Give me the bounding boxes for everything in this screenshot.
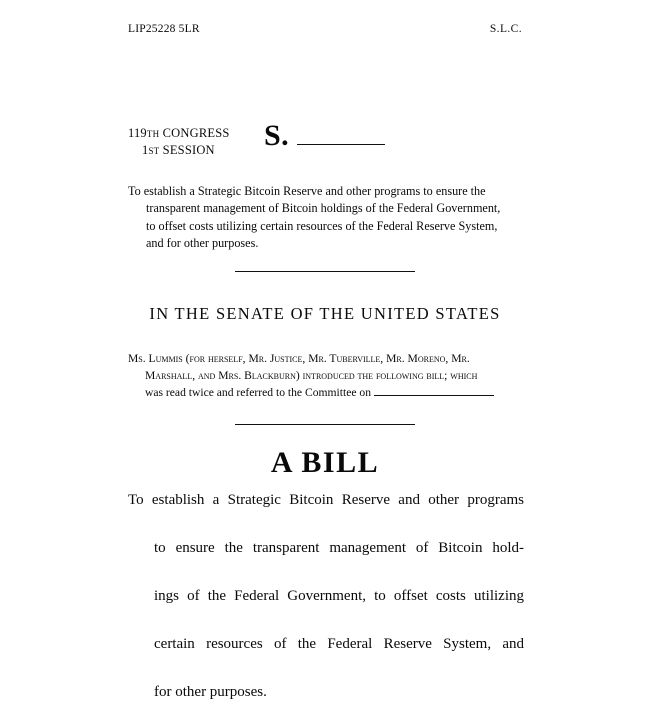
sponsor-paragraph xyxy=(128,351,524,401)
horizontal-rule-top xyxy=(235,271,415,272)
purpose-statement xyxy=(128,183,524,252)
purpose-line-1: To establish a Strategic Bitcoin Reserve and other programs to ensure the xyxy=(128,184,486,198)
horizontal-rule-bottom xyxy=(235,424,415,425)
sponsor-line-2: Marshall, and Mrs. Blackburn) introduced the following bill; which xyxy=(145,368,478,382)
bill-heading: A BILL xyxy=(270,446,380,479)
bill-letter: S. xyxy=(264,119,290,152)
purpose-line-3: to offset costs utilizing certain resources of the Federal Reserve System, xyxy=(146,218,498,233)
congress-session-block xyxy=(128,121,548,159)
long-title-line-4: certain resources of the Federal Reserve System, and xyxy=(154,636,524,652)
sponsor-line-3-text: was read twice and referred to the Committee on xyxy=(145,385,371,399)
long-title-line-2: to ensure the transparent management of Bitcoin hold- xyxy=(154,540,524,556)
document-classification: S.L.C. xyxy=(489,23,522,35)
page-header xyxy=(128,23,522,35)
congress-session-lines xyxy=(128,121,258,159)
bill-number-blank xyxy=(297,124,385,145)
sponsor-line-3 xyxy=(128,385,524,402)
long-title xyxy=(128,488,524,704)
long-title-line-5: for other purposes. xyxy=(154,684,267,700)
session-number: 1st SESSION xyxy=(142,142,215,157)
document-control-number: LIP25228 5LR xyxy=(128,23,200,35)
purpose-line-2: transparent management of Bitcoin holdings of the Federal Government, xyxy=(146,201,501,216)
long-title-line-1: To establish a Strategic Bitcoin Reserve and other programs xyxy=(128,492,524,508)
bill-designator xyxy=(264,121,385,151)
chamber-heading: IN THE SENATE OF THE UNITED STATES xyxy=(149,304,501,323)
committee-blank xyxy=(374,385,494,396)
sponsor-line-1: Ms. Lummis (for herself, Mr. Justice, Mr. Tuberville, Mr. Moreno, Mr. xyxy=(128,352,470,365)
purpose-line-4: and for other purposes. xyxy=(146,235,259,250)
congress-number: 119th CONGRESS xyxy=(128,126,230,140)
long-title-line-3: ings of the Federal Government, to offset costs utilizing xyxy=(154,588,524,604)
